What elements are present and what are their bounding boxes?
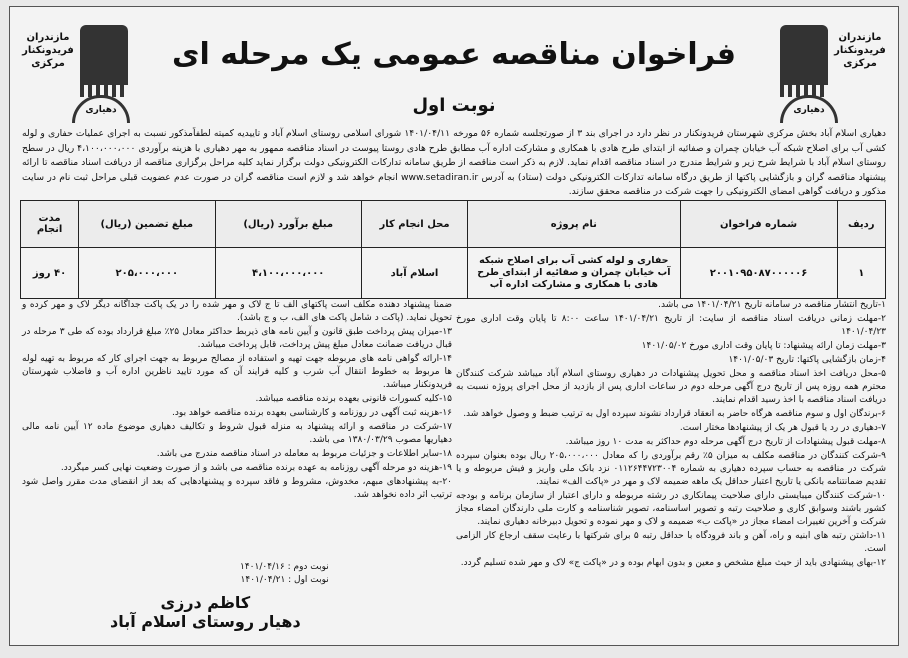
condition-item: ۱۰-شرکت کنندگان میبایستی دارای صلاحیت پیمانکاری در رشته مربوطه و دارای اعتبار از سازمان برنامه و بودجه کشور باشند وسوابق کاری و صلاحیت رتبه و تصویر اساسنامه، تصویر شناسنامه و کارت ملی دارندگان امضاء مجاز شرکت و آخرین تغییرات امضاء مجاز در «پاکت ب» ضمیمه و لاک و مهر نموده و تحویل دبیرخانه دهیاری نمایند. [456, 491, 886, 527]
condition-item: ۱۱-داشتن رتبه های ابنیه و راه، آهن و باند فرودگاه با حداقل رتبه ۵ برای شرکتها با رعایت سقف ارجاع کار الزامی است. [456, 531, 886, 554]
condition-item: ۹-شرکت کنندگان در مناقصه مکلف به میزان ۵٪ رقم برآوردی را که معادل ۲۰۵،۰۰۰،۰۰۰ ریال بوده بعنوان سپرده شرکت در مناقصه به حساب سپرده دهیاری به شماره ۰۱۱۲۶۴۴۷۲۳۰۰۴ نزد بانک ملی واریز و فیش مربوطه و یا تقدیم ضمانتنامه بانکی یا تاریخ اعتبار حداقل یک ماهه ضمیمه لاک و مهر در «پاکت الف» نمایند. [456, 451, 886, 487]
cell-duration: ۴۰ روز [21, 248, 79, 299]
cell-row: ۱ [837, 248, 885, 299]
col-estimate: مبلغ برآورد (ریال) [215, 201, 361, 248]
tender-table [20, 200, 886, 299]
col-row: ردیف [837, 201, 885, 248]
cell-call-number: ۲۰۰۱۰۹۵۰۸۷۰۰۰۰۰۶ [680, 248, 837, 299]
condition-item: ۱۳-میزان پیش پرداخت طبق قانون و آیین نامه های ذیربط حداکثر معادل ۲۵٪ مبلغ قرارداد بوده که طی ۳ مرحله در قبال دریافت ضمانت معادل مبلغ پیش پرداخت، قابل پرداخت میباشد. [22, 327, 452, 350]
condition-item: ۱۵-کلیه کسورات قانونی بعهده برنده مناقصه میباشد. [255, 394, 452, 404]
col-location: محل انجام کار [361, 201, 467, 248]
notice-round: نوبت اول [412, 95, 496, 116]
condition-item: ۴-زمان بازگشایی پاکتها: تاریخ ۱۴۰۱/۰۵/۰۳ [728, 355, 886, 365]
condition-item: ضمنا پیشنهاد دهنده مکلف است پاکتهای الف تا ج لاک و مهر شده را در یک پاکت جداگانه دیگر لاک و مهر کرده و تحویل نماید. (پاکت د شامل پاکت های الف، ب و ج باشد). [22, 300, 452, 323]
intro-paragraph: دهیاری اسلام آباد بخش مرکزی شهرستان فریدونکنار در نظر دارد در اجرای بند ۳ از صورتجلسه شماره ۵۶ مورخه ۱۴۰۱/۰۴/۱۱ شورای اسلامی روستای اسلام آباد و تاییدیه کمیته لطفاًمذکور نسبت به اجرای عملیات حفاری و لوله کشی آب برای اصلاح شبکه آب خیابان چمران و صفائیه از ابتدای طرح هادی با همکاری و مشارکت اداره آب مطابق طرح هادی روستا پیوست در اسناد مناقصه ممهور به مهر دهیاری با هزینه برآوردی ۴،۱۰۰،۰۰۰،۰۰۰ ریال در سطح روستای اسلام آباد با شرایط شرح زیر و شرایط مندرج در اسناد مناقصه اقدام نماید. لازم به ذکر است مناقصه از طریق سامانه تدارکات الکترونیکی دولت برگزار نماید کلیه مراحل برگزاری مناقصه از دریافت اسناد مناقصه تا ارائه پیشنهاد مناقصه گران و بازگشایی پاکتها از طریق درگاه سامانه تدارکات الکترونیکی دولت (ستاد) به آدرس www.setadiran.ir انجام خواهد شد و لازم است مناقصه گران در صورت عدم عضویت قبلی مراحل ثبت نام در سایت مذکور و دریافت گواهی امضای الکترونیکی را جهت شرکت در مناقصه محقق سازند. [22, 128, 886, 197]
conditions-right-column [456, 299, 886, 571]
condition-item: ۷-دهیاری در رد یا قبول هر یک از پیشنهادها مختار است. [679, 423, 886, 433]
condition-item: ۱۹-هزینه دو مرحله آگهی روزنامه به عهده برنده مناقصه می باشد و از صورت وضعیت نهایی کسر میگردد. [60, 463, 452, 473]
col-duration: مدت انجام [21, 201, 79, 248]
condition-item: ۵-محل دریافت اخذ اسناد مناقصه و محل تحویل پیشنهادات در دهیاری روستای اسلام آباد میباشد شرکت کنندگان محترم همه روزه پس از تاریخ درج آگهی مرحله دوم در ساعات اداری پس از بازدید از محل اجرای پروژه نسبت به دریافت اسناد مناقصه با اخذ رسید اقدام نمایند. [456, 369, 886, 405]
table-row [21, 248, 886, 299]
condition-item: ۶-برندگان اول و سوم مناقصه هرگاه حاضر به انعقاد قرارداد نشوند سپرده اول به ترتیب ضبط و وصول خواهد شد. [463, 409, 886, 419]
condition-item: ۲-مهلت زمانی دریافت اسناد مناقصه از سایت: از تاریخ ۱۴۰۱/۰۴/۲۱ ساعت ۸:۰۰ تا پایان وقت اداری مورخ ۱۴۰۱/۰۴/۲۳ [456, 314, 886, 337]
table-header-row [21, 201, 886, 248]
signer-name: کاظم درزی [160, 593, 251, 612]
signer-title: دهیار روستای اسلام آباد [110, 612, 301, 631]
logo-text: مازندران فریدونکنار مرکزی [834, 32, 886, 69]
condition-item: ۲۰-به پیشنهادهای مبهم، مخدوش، مشروط و فاقد سپرده و پیشنهادهایی که بعد از انقضای مدت مقرر واصل شود ترتیب اثر داده نخواهد شد. [22, 477, 452, 500]
cell-project-name: حفاری و لوله کشی آب برای اصلاح شبکه آب خیابان چمران و صفائیه از ابتدای طرح هادی با همکاری و مشارکت اداره آب [468, 248, 680, 299]
logo-text: مازندران فریدونکنار مرکزی [22, 32, 74, 69]
conditions-left-column [22, 299, 452, 503]
conditions [22, 299, 886, 639]
condition-item: ۱۲-بهای پیشنهادی باید از حیث مبلغ مشخص و معین و بدون ابهام بوده و در «پاکت ج» لاک و مهر شده تسلیم گردد. [460, 558, 886, 568]
tender-notice [9, 6, 899, 646]
condition-item: ۱۶-هزینه ثبت آگهی در روزنامه و کارشناسی بعهده برنده مناقصه خواهد بود. [172, 408, 452, 418]
date-first-round: نوبت اول : ۱۴۰۱/۰۴/۲۱ [240, 575, 329, 585]
condition-item: ۱۸-سایر اطلاعات و جزئیات مربوط به معامله در اسناد مناقصه مندرج می باشد. [156, 449, 452, 459]
cell-guarantee: ۲۰۵،۰۰۰،۰۰۰ [79, 248, 215, 299]
date-second-round: نوبت دوم : ۱۴۰۱/۰۴/۱۶ [240, 562, 329, 572]
condition-item: ۱۴-ارائه گواهی نامه های مربوطه جهت تهیه و استفاده از مصالح مربوط به جهت اجرای کار که مربوط به تهیه لوله ها مربوط به خطوط انتقال آب شرب و کلیه فرایند آن که مورد تایید ناظرین اداره آب و فاضلاب شهرستان فریدونکنار میباشد. [22, 354, 452, 390]
cell-location: اسلام آباد [361, 248, 467, 299]
condition-item: ۸-مهلت قبول پیشنهادات از تاریخ درج آگهی مرحله دوم حداکثر به مدت ۱۰ روز میباشد. [565, 437, 886, 447]
condition-item: ۱۷-شرکت در مناقصه و ارائه پیشنهاد به منزله قبول شروط و تکالیف دهیاری موضوع ماده ۱۲ آیین نامه مالی دهیاریها مصوب ۱۳۸۰/۰۳/۲۹ می باشد. [22, 422, 453, 445]
publication-dates [240, 561, 329, 587]
condition-item: ۳-مهلت زمان ارائه پیشنهاد: تا پایان وقت اداری مورخ ۱۴۰۱/۰۵/۰۲ [641, 341, 886, 351]
col-call-number: شماره فراخوان [680, 201, 837, 248]
signature-block [110, 593, 301, 631]
cell-estimate: ۴،۱۰۰،۰۰۰،۰۰۰ [215, 248, 361, 299]
notice-title: فراخوان مناقصه عمومی یک مرحله ای [171, 37, 736, 72]
col-guarantee: مبلغ تضمین (ریال) [79, 201, 215, 248]
logo-arc-text: دهیاری [793, 105, 825, 115]
col-project-name: نام پروژه [468, 201, 680, 248]
condition-item: ۱-تاریخ انتشار مناقصه در سامانه تاریخ ۱۴۰۱/۰۴/۲۱ می باشد. [658, 300, 886, 310]
logo-arc-text: دهیاری [85, 105, 117, 115]
